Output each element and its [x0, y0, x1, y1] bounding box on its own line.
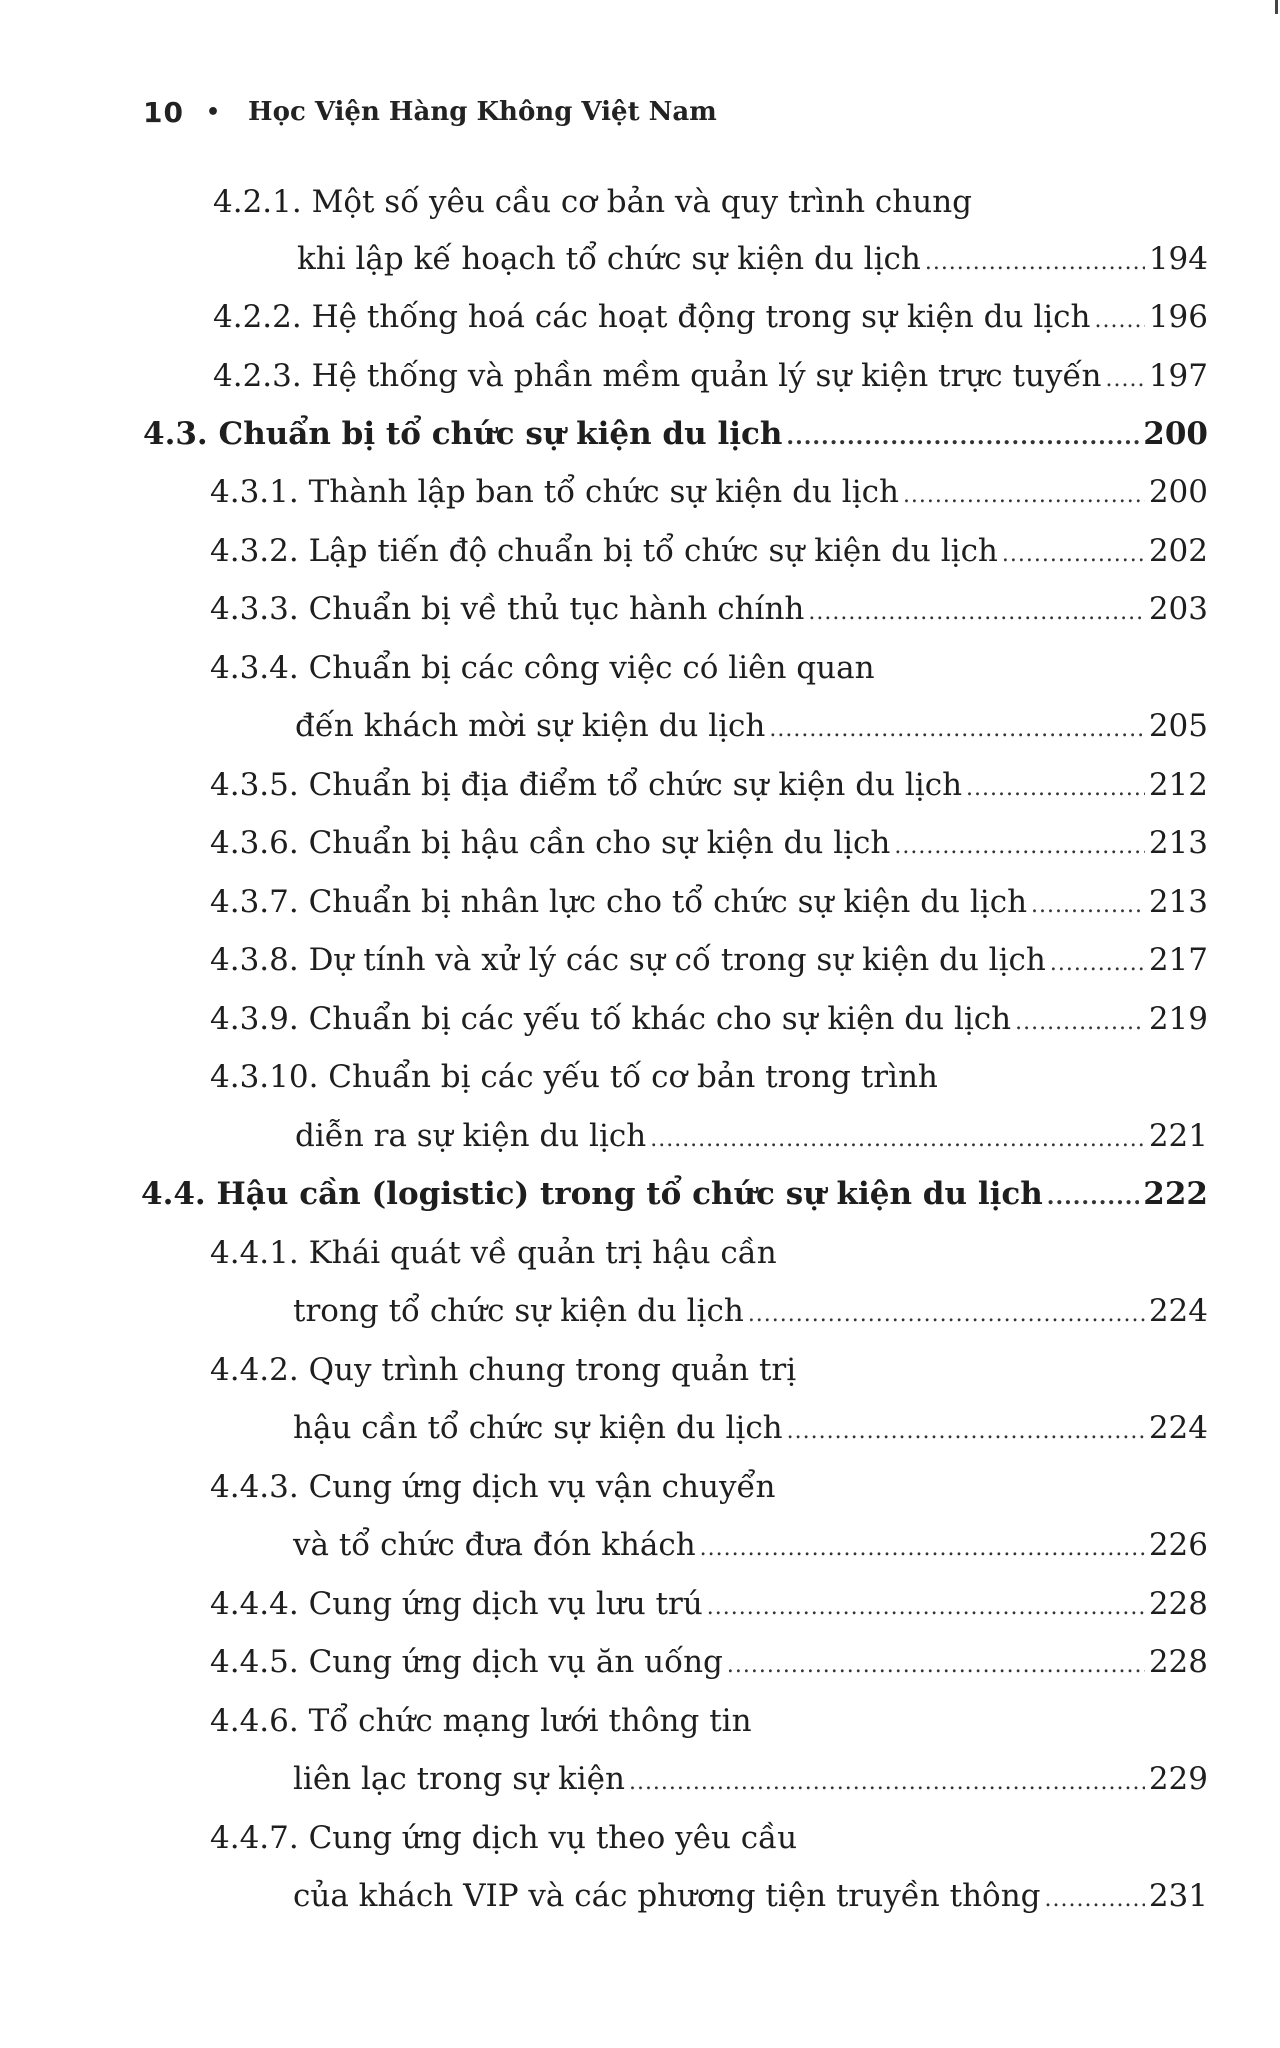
toc-page-number: 205 [1148, 708, 1208, 744]
toc-entry-4-2-2[interactable] [213, 293, 1208, 341]
toc-entry-4-4-5[interactable] [210, 1638, 1208, 1686]
toc-entry-4-4-3-line1 [210, 1463, 776, 1511]
toc-section-title: 4.3. Chuẩn bị tổ chức sự kiện du lịch [143, 416, 783, 452]
toc-entry-4-3-2[interactable] [210, 527, 1208, 575]
toc-entry-title-continued: của khách VIP và các phương tiện truyền thông [293, 1878, 1041, 1914]
toc-page-number: 219 [1148, 1001, 1208, 1037]
dot-leader [748, 1291, 1145, 1339]
toc-entry-title: 4.2.3. Hệ thống và phần mềm quản lý sự kiện trực tuyến [213, 358, 1102, 394]
dot-leader [894, 823, 1144, 871]
toc-page-number: 213 [1148, 884, 1208, 920]
toc-page-number: 231 [1148, 1878, 1208, 1914]
toc-entry-4-2-1-line2[interactable] [297, 235, 1208, 283]
toc-entry-title: 4.4.1. Khái quát về quản trị hậu cần [210, 1235, 777, 1271]
dot-leader [966, 765, 1145, 813]
toc-entry-title: 4.2.2. Hệ thống hoá các hoạt động trong sự kiện du lịch [213, 299, 1091, 335]
toc-entry-title: 4.4.4. Cung ứng dịch vụ lưu trú [210, 1586, 703, 1622]
toc-entry-4-3-10-line2[interactable] [295, 1112, 1208, 1160]
toc-entry-title-continued: và tổ chức đưa đón khách [293, 1527, 696, 1563]
toc-entry-title: 4.3.8. Dự tính và xử lý các sự cố trong sự kiện du lịch [210, 942, 1046, 978]
toc-entry-4-4-7-line2[interactable] [293, 1872, 1208, 1920]
toc-entry-title: 4.3.2. Lập tiến độ chuẩn bị tổ chức sự kiện du lịch [210, 533, 998, 569]
toc-entry-title-continued: khi lập kế hoạch tổ chức sự kiện du lịch [297, 241, 921, 277]
dot-leader [787, 1408, 1145, 1456]
toc-page-number: 213 [1148, 825, 1208, 861]
toc-entry-4-3-8[interactable] [210, 936, 1208, 984]
dot-leader [1095, 297, 1145, 345]
toc-entry-4-4-4[interactable] [210, 1580, 1208, 1628]
toc-entry-title: 4.4.2. Quy trình chung trong quản trị [210, 1352, 797, 1388]
toc-entry-4-4-2-line2[interactable] [293, 1404, 1208, 1452]
toc-entry-4-3-10-line1 [210, 1053, 938, 1101]
toc-page-number: 224 [1148, 1410, 1208, 1446]
toc-page-number: 203 [1148, 591, 1208, 627]
header-separator: • [205, 99, 221, 125]
toc-entry-title-continued: liên lạc trong sự kiện [293, 1761, 625, 1797]
toc-entry-4-3-9[interactable] [210, 995, 1208, 1043]
dot-leader [903, 472, 1145, 520]
toc-page-number: 221 [1148, 1118, 1208, 1154]
toc-page-number: 217 [1148, 942, 1208, 978]
dot-leader [650, 1116, 1145, 1164]
toc-entry-title: 4.3.9. Chuẩn bị các yếu tố khác cho sự kiện du lịch [210, 1001, 1012, 1037]
toc-entry-4-4-7-line1 [210, 1814, 797, 1862]
toc-page-number: 202 [1148, 533, 1208, 569]
toc-page-number: 196 [1148, 299, 1208, 335]
book-title: Học Viện Hàng Không Việt Nam [248, 97, 717, 127]
toc-entry-title: 4.3.10. Chuẩn bị các yếu tố cơ bản trong trình [210, 1059, 938, 1095]
toc-page-number: 200 [1143, 416, 1208, 452]
toc-entry-4-2-1-line1 [213, 178, 1208, 226]
toc-entry-title: 4.3.6. Chuẩn bị hậu cần cho sự kiện du lịch [210, 825, 891, 861]
toc-page-number: 194 [1148, 241, 1208, 277]
toc-section-4-4[interactable] [141, 1170, 1208, 1218]
dot-leader [1015, 999, 1145, 1047]
toc-entry-4-4-6-line1 [210, 1697, 752, 1745]
dot-leader [707, 1584, 1145, 1632]
toc-page-number: 226 [1148, 1527, 1208, 1563]
toc-entry-title-continued: hậu cần tổ chức sự kiện du lịch [293, 1410, 783, 1446]
dot-leader [808, 589, 1144, 637]
toc-page-number: 229 [1148, 1761, 1208, 1797]
toc-page-number: 212 [1148, 767, 1208, 803]
toc-entry-4-3-5[interactable] [210, 761, 1208, 809]
dot-leader [1105, 356, 1144, 404]
toc-page-number: 228 [1148, 1644, 1208, 1680]
page-number: 10 [143, 95, 184, 129]
toc-section-4-3[interactable] [143, 410, 1208, 458]
dot-leader [727, 1642, 1145, 1690]
toc-entry-title-continued: đến khách mời sự kiện du lịch [295, 708, 766, 744]
toc-page-number: 224 [1148, 1293, 1208, 1329]
toc-entry-title: 4.3.5. Chuẩn bị địa điểm tổ chức sự kiện du lịch [210, 767, 963, 803]
toc-entry-4-2-3[interactable] [213, 352, 1208, 400]
toc-page-number: 197 [1148, 358, 1208, 394]
toc-entry-title: 4.3.3. Chuẩn bị về thủ tục hành chính [210, 591, 805, 627]
dot-leader [629, 1759, 1145, 1807]
dot-leader [1045, 1876, 1145, 1924]
dot-leader [769, 706, 1144, 754]
dot-leader [1002, 531, 1145, 579]
dot-leader [925, 239, 1145, 287]
toc-entry-title-continued: trong tổ chức sự kiện du lịch [293, 1293, 744, 1329]
dot-leader [1031, 882, 1145, 930]
toc-entry-title: 4.4.5. Cung ứng dịch vụ ăn uống [210, 1644, 723, 1680]
toc-section-title: 4.4. Hậu cần (logistic) trong tổ chức sự kiện du lịch [141, 1176, 1043, 1212]
toc-entry-title: 4.4.7. Cung ứng dịch vụ theo yêu cầu [210, 1820, 798, 1856]
toc-entry-title: 4.2.1. Một số yêu cầu cơ bản và quy trình chung [213, 184, 973, 220]
toc-entry-title: 4.3.7. Chuẩn bị nhân lực cho tổ chức sự kiện du lịch [210, 884, 1028, 920]
toc-entry-4-3-4-line2[interactable] [295, 702, 1208, 750]
toc-entry-4-3-3[interactable] [210, 585, 1208, 633]
running-header [143, 92, 717, 132]
toc-entry-4-4-2-line1 [210, 1346, 796, 1394]
dot-leader [1050, 940, 1145, 988]
toc-entry-4-3-7[interactable] [210, 878, 1208, 926]
toc-entry-title-continued: diễn ra sự kiện du lịch [295, 1118, 647, 1154]
toc-entry-4-3-4-line1 [210, 644, 875, 692]
dot-leader [700, 1525, 1145, 1573]
toc-entry-4-3-6[interactable] [210, 819, 1208, 867]
page-edge-mark [1275, 0, 1278, 14]
toc-page-number: 200 [1148, 474, 1208, 510]
toc-entry-title: 4.3.1. Thành lập ban tổ chức sự kiện du lịch [210, 474, 899, 510]
toc-entry-4-3-1[interactable] [210, 468, 1208, 516]
toc-entry-title: 4.4.6. Tổ chức mạng lưới thông tin [210, 1703, 752, 1739]
toc-page-number: 222 [1143, 1176, 1208, 1212]
toc-entry-title: 4.4.3. Cung ứng dịch vụ vận chuyển [210, 1469, 776, 1505]
toc-entry-4-4-3-line2[interactable] [293, 1521, 1208, 1569]
toc-page-number: 228 [1148, 1586, 1208, 1622]
toc-entry-4-4-1-line2[interactable] [293, 1287, 1208, 1335]
toc-entry-title: 4.3.4. Chuẩn bị các công việc có liên quan [210, 650, 875, 686]
toc-entry-4-4-6-line2[interactable] [293, 1755, 1208, 1803]
dot-leader [1047, 1173, 1139, 1221]
toc-entry-4-4-1-line1 [210, 1229, 777, 1277]
dot-leader [786, 413, 1139, 461]
